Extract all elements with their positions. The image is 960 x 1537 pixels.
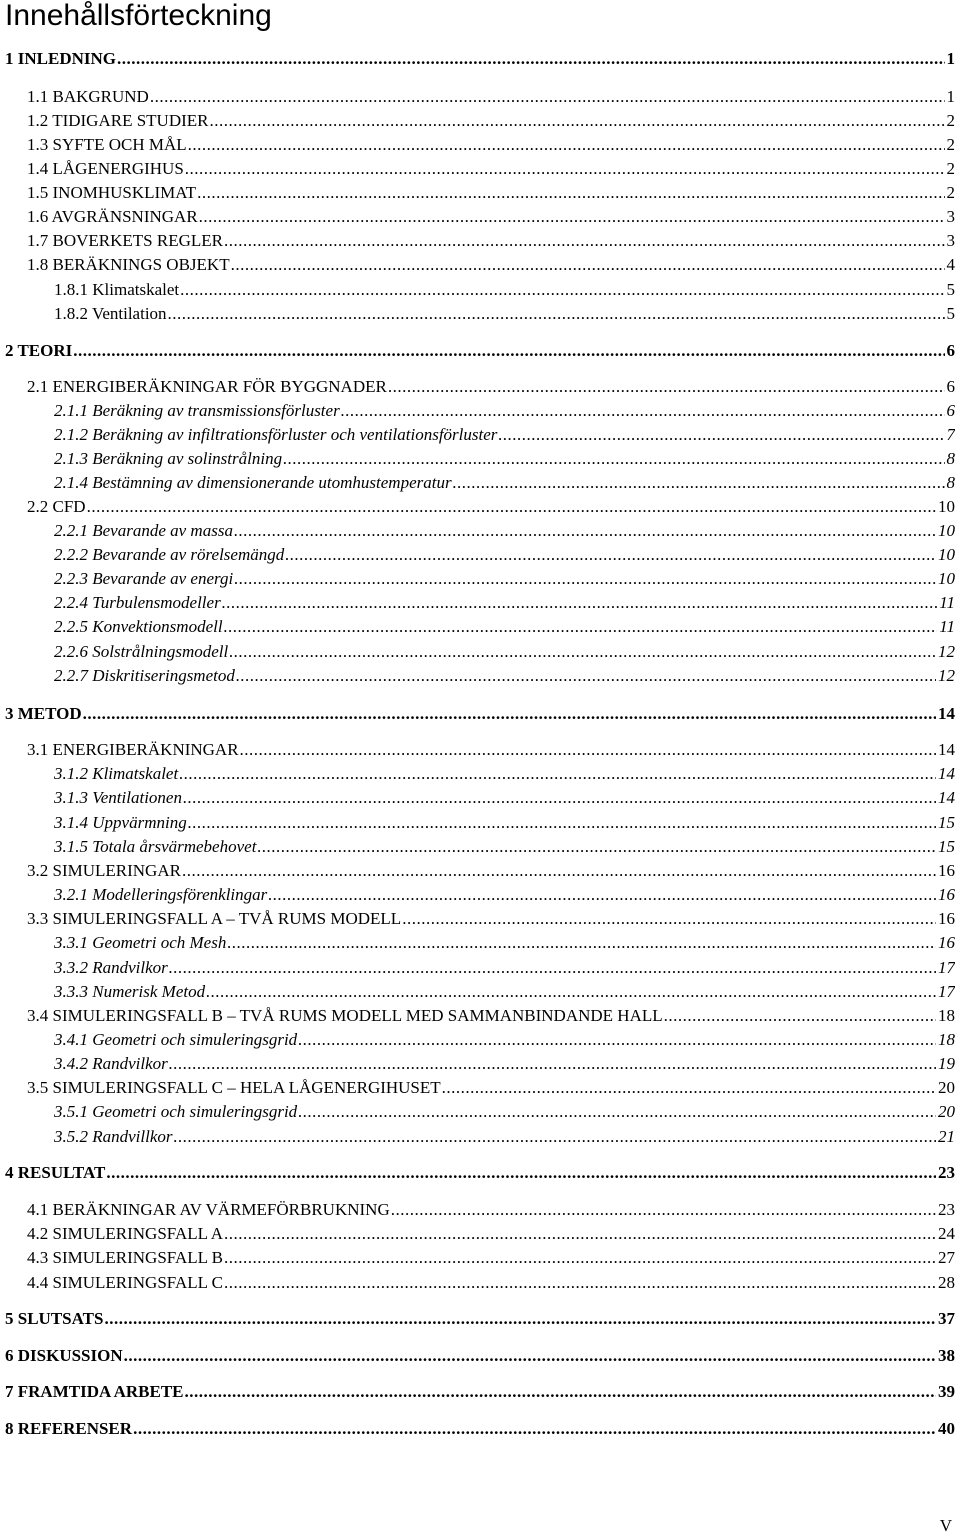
toc-entry[interactable]: [54, 279, 955, 301]
toc-leader-dots: [224, 1223, 936, 1245]
toc-leader-dots: [150, 86, 945, 108]
toc-entry[interactable]: [27, 1247, 955, 1269]
toc-entry-page: 10: [938, 497, 955, 516]
toc-entry[interactable]: [27, 739, 955, 761]
toc-entry-page: 21: [938, 1127, 955, 1146]
toc-leader-dots: [227, 932, 936, 954]
toc-entry[interactable]: [54, 932, 955, 954]
toc-entry[interactable]: [27, 1223, 955, 1245]
toc-entry-page: 5: [946, 280, 955, 299]
toc-leader-dots: [209, 110, 944, 132]
toc-leader-dots: [341, 400, 945, 422]
toc-entry-page: 37: [938, 1309, 955, 1328]
toc-entry-label: 3 METOD: [5, 704, 82, 723]
toc-entry-page: 6: [946, 377, 955, 396]
toc-entry-page: 27: [938, 1248, 955, 1267]
toc-entry[interactable]: [27, 182, 955, 204]
toc-entry-label: 4.4 SIMULERINGSFALL C: [27, 1273, 223, 1292]
toc-entry[interactable]: [5, 1418, 955, 1440]
toc-entry-label: 3.3.1 Geometri och Mesh: [54, 933, 227, 952]
toc-entry-label: 1.8.1 Klimatskalet: [54, 280, 180, 299]
toc-entry-label: 1.4 LÅGENERGIHUS: [27, 159, 184, 178]
toc-entry-page: 23: [938, 1163, 955, 1182]
toc-entry-label: 3.4 SIMULERINGSFALL B – TVÅ RUMS MODELL MED SAMMANBINDANDE HALL: [27, 1006, 663, 1025]
toc-leader-dots: [87, 496, 936, 518]
toc-entry[interactable]: [54, 1029, 955, 1051]
toc-leader-dots: [257, 836, 936, 858]
toc-entry-label: 1.7 BOVERKETS REGLER: [27, 231, 223, 250]
toc-entry-page: 14: [938, 764, 955, 783]
toc-entry[interactable]: [27, 1199, 955, 1221]
toc-entry-page: 20: [938, 1078, 955, 1097]
toc-leader-dots: [83, 703, 936, 725]
toc-entry-label: 2.2.6 Solstrålningsmodell: [54, 642, 229, 661]
toc-leader-dots: [283, 448, 944, 470]
toc-entry-label: 3.3.3 Numerisk Metod: [54, 982, 206, 1001]
page-title: Innehållsförteckning: [5, 0, 272, 32]
toc-entry[interactable]: [27, 110, 955, 132]
toc-entry-label: 3.1 ENERGIBERÄKNINGAR: [27, 740, 239, 759]
toc-leader-dots: [498, 424, 944, 446]
toc-entry[interactable]: [54, 957, 955, 979]
toc-entry[interactable]: [27, 376, 955, 398]
toc-entry[interactable]: [5, 1345, 955, 1367]
toc-entry[interactable]: [54, 472, 955, 494]
toc-entry-page: 15: [938, 837, 955, 856]
toc-entry[interactable]: [5, 1162, 955, 1184]
toc-leader-dots: [169, 1053, 936, 1075]
toc-entry-page: 2: [946, 183, 955, 202]
toc-entry-page: 8: [946, 473, 955, 492]
toc-entry-page: 24: [938, 1224, 955, 1243]
toc-leader-dots: [179, 763, 936, 785]
toc-entry[interactable]: [54, 787, 955, 809]
toc-entry-page: 15: [938, 813, 955, 832]
toc-leader-dots: [298, 1029, 936, 1051]
toc-entry-page: 4: [946, 255, 955, 274]
toc-entry-page: 18: [938, 1006, 955, 1025]
toc-entry[interactable]: [54, 544, 955, 566]
toc-entry-label: 2.2.3 Bevarande av energi: [54, 569, 234, 588]
toc-entry-page: 5: [946, 304, 955, 323]
toc-entry-page: 2: [946, 135, 955, 154]
toc-entry-label: 6 DISKUSSION: [5, 1346, 123, 1365]
toc-entry[interactable]: [54, 520, 955, 542]
toc-entry-label: 3.1.4 Uppvärmning: [54, 813, 187, 832]
toc-entry[interactable]: [54, 568, 955, 590]
toc-entry[interactable]: [5, 703, 955, 725]
toc-entry[interactable]: [27, 1272, 955, 1294]
toc-entry[interactable]: [27, 1005, 955, 1027]
toc-entry[interactable]: [27, 1077, 955, 1099]
toc-entry-label: 1.3 SYFTE OCH MÅL: [27, 135, 187, 154]
toc-entry-page: 2: [946, 111, 955, 130]
toc-entry[interactable]: [54, 400, 955, 422]
toc-entry-page: 38: [938, 1346, 955, 1365]
toc-entry-page: 11: [939, 617, 955, 636]
toc-entry[interactable]: [54, 448, 955, 470]
toc-entry-page: 8: [946, 449, 955, 468]
toc-entry[interactable]: [54, 981, 955, 1003]
toc-entry-page: 40: [938, 1419, 955, 1438]
toc-entry[interactable]: [5, 1308, 955, 1330]
toc-entry-page: 17: [938, 958, 955, 977]
toc-entry-page: 14: [938, 704, 955, 723]
toc-entry-page: 18: [938, 1030, 955, 1049]
toc-entry[interactable]: [54, 665, 955, 687]
toc-entry-page: 23: [938, 1200, 955, 1219]
toc-entry-label: 2.1.3 Beräkning av solinstrålning: [54, 449, 283, 468]
toc-leader-dots: [188, 134, 945, 156]
toc-leader-dots: [402, 908, 936, 930]
toc-entry-page: 16: [938, 885, 955, 904]
toc-leader-dots: [104, 1308, 936, 1330]
toc-entry-page: 19: [938, 1054, 955, 1073]
toc-entry-label: 3.3 SIMULERINGSFALL A – TVÅ RUMS MODELL: [27, 909, 402, 928]
toc-entry-page: 7: [946, 425, 955, 444]
toc-entry[interactable]: [27, 230, 955, 252]
toc-leader-dots: [199, 206, 945, 228]
toc-entry-page: 10: [938, 521, 955, 540]
toc-entry-page: 39: [938, 1382, 955, 1401]
toc-leader-dots: [206, 981, 936, 1003]
toc-entry-label: 3.3.2 Randvilkor: [54, 958, 168, 977]
toc-entry-label: 3.5.1 Geometri och simuleringsgrid: [54, 1102, 298, 1121]
toc-entry-page: 16: [938, 909, 955, 928]
toc-entry-page: 2: [946, 159, 955, 178]
toc-leader-dots: [268, 884, 936, 906]
toc-entry-page: 6: [946, 341, 955, 360]
toc-entry-page: 11: [939, 593, 955, 612]
toc-entry-page: 16: [938, 861, 955, 880]
toc-leader-dots: [298, 1101, 936, 1123]
toc-entry-page: 10: [938, 569, 955, 588]
toc-entry-page: 17: [938, 982, 955, 1001]
toc-entry-label: 1.1 BAKGRUND: [27, 87, 149, 106]
toc-entry-page: 14: [938, 788, 955, 807]
toc-entry-label: 3.4.1 Geometri och simuleringsgrid: [54, 1030, 298, 1049]
toc-entry[interactable]: [54, 812, 955, 834]
toc-entry[interactable]: [27, 134, 955, 156]
toc-entry[interactable]: [54, 424, 955, 446]
toc-entry-page: 1: [946, 87, 955, 106]
toc-leader-dots: [183, 787, 936, 809]
toc-entry-label: 2.1.4 Bestämning av dimensionerande utomhustemperatur: [54, 473, 452, 492]
toc-leader-dots: [231, 254, 945, 276]
toc-entry-label: 2.2.4 Turbulensmodeller: [54, 593, 221, 612]
toc-leader-dots: [117, 48, 945, 70]
toc-leader-dots: [234, 520, 936, 542]
toc-entry-label: 3.1.5 Totala årsvärmebehovet: [54, 837, 257, 856]
toc-entry-label: 4.3 SIMULERINGSFALL B: [27, 1248, 223, 1267]
toc-entry[interactable]: [54, 641, 955, 663]
toc-leader-dots: [224, 1247, 936, 1269]
toc-entry[interactable]: [27, 496, 955, 518]
toc-entry[interactable]: [27, 158, 955, 180]
toc-leader-dots: [453, 472, 945, 494]
toc-leader-dots: [442, 1077, 936, 1099]
toc-entry[interactable]: [54, 884, 955, 906]
toc-entry-page: 12: [938, 666, 955, 685]
toc-leader-dots: [188, 812, 936, 834]
toc-leader-dots: [664, 1005, 936, 1027]
toc-leader-dots: [182, 860, 936, 882]
toc-entry-label: 2.2.2 Bevarande av rörelsemängd: [54, 545, 285, 564]
toc-entry[interactable]: [54, 1053, 955, 1075]
toc-leader-dots: [236, 665, 936, 687]
toc-leader-dots: [234, 568, 936, 590]
toc-entry[interactable]: [54, 763, 955, 785]
toc-leader-dots: [73, 340, 944, 362]
toc-entry-page: 3: [946, 231, 955, 250]
toc-entry-page: 28: [938, 1273, 955, 1292]
toc-entry-label: 2.1.2 Beräkning av infiltrationsförluster och ventilationsförluster: [54, 425, 498, 444]
toc-entry-label: 2.1 ENERGIBERÄKNINGAR FÖR BYGGNADER: [27, 377, 387, 396]
toc-entry-label: 3.1.2 Klimatskalet: [54, 764, 179, 783]
toc-entry[interactable]: [27, 860, 955, 882]
toc-entry-label: 7 FRAMTIDA ARBETE: [5, 1382, 184, 1401]
toc-entry[interactable]: [54, 616, 955, 638]
toc-leader-dots: [222, 592, 938, 614]
toc-entry-label: 2.2.5 Konvektionsmodell: [54, 617, 223, 636]
toc-entry-page: 16: [938, 933, 955, 952]
toc-entry-label: 2.2 CFD: [27, 497, 86, 516]
toc-entry-label: 3.5.2 Randvillkor: [54, 1127, 173, 1146]
toc-entry[interactable]: [27, 86, 955, 108]
toc-leader-dots: [224, 1272, 936, 1294]
toc-entry-page: 6: [946, 401, 955, 420]
toc-leader-dots: [229, 641, 936, 663]
toc-entry-label: 3.2.1 Modelleringsförenklingar: [54, 885, 268, 904]
toc-leader-dots: [388, 376, 945, 398]
toc-entry-page: 1: [946, 49, 955, 68]
toc-entry-label: 1.6 AVGRÄNSNINGAR: [27, 207, 198, 226]
toc-entry-label: 1.8.2 Ventilation: [54, 304, 167, 323]
toc-leader-dots: [240, 739, 936, 761]
toc-leader-dots: [285, 544, 936, 566]
toc-entry-label: 4.2 SIMULERINGSFALL A: [27, 1224, 223, 1243]
toc-entry[interactable]: [54, 836, 955, 858]
toc-entry-label: 1.5 INOMHUSKLIMAT: [27, 183, 197, 202]
toc-leader-dots: [224, 616, 938, 638]
toc-entry-page: 14: [938, 740, 955, 759]
toc-entry[interactable]: [54, 592, 955, 614]
toc-entry-page: 12: [938, 642, 955, 661]
toc-entry-label: 4 RESULTAT: [5, 1163, 106, 1182]
toc-entry[interactable]: [5, 1381, 955, 1403]
toc-leader-dots: [169, 957, 936, 979]
toc-entry-label: 2.2.1 Bevarande av massa: [54, 521, 233, 540]
toc-entry[interactable]: [54, 1101, 955, 1123]
toc-entry[interactable]: [5, 340, 955, 362]
toc-entry-label: 2.1.1 Beräkning av transmissionsförluster: [54, 401, 340, 420]
toc-entry[interactable]: [54, 1126, 955, 1148]
toc-entry-label: 3.4.2 Randvilkor: [54, 1054, 168, 1073]
toc-leader-dots: [106, 1162, 936, 1184]
toc-leader-dots: [124, 1345, 936, 1367]
toc-entry-label: 2 TEORI: [5, 341, 73, 360]
toc-entry[interactable]: [27, 908, 955, 930]
toc-entry-label: 3.1.3 Ventilationen: [54, 788, 182, 807]
toc-entry-label: 4.1 BERÄKNINGAR AV VÄRMEFÖRBRUKNING: [27, 1200, 390, 1219]
toc-leader-dots: [168, 303, 945, 325]
toc-entry[interactable]: [27, 206, 955, 228]
toc-entry-label: 3.2 SIMULERINGAR: [27, 861, 181, 880]
toc-entry-page: 20: [938, 1102, 955, 1121]
toc-entry-page: 3: [946, 207, 955, 226]
page-number: V: [939, 1516, 952, 1535]
toc-entry-label: 8 REFERENSER: [5, 1419, 133, 1438]
toc-entry[interactable]: [27, 254, 955, 276]
toc-leader-dots: [185, 1381, 936, 1403]
toc-entry-page: 10: [938, 545, 955, 564]
toc-leader-dots: [174, 1126, 936, 1148]
toc-entry-label: 5 SLUTSATS: [5, 1309, 104, 1328]
toc-entry[interactable]: [5, 48, 955, 70]
toc-entry-label: 1.8 BERÄKNINGS OBJEKT: [27, 255, 230, 274]
toc-leader-dots: [197, 182, 944, 204]
toc-entry-label: 1.2 TIDIGARE STUDIER: [27, 111, 209, 130]
toc-leader-dots: [133, 1418, 936, 1440]
toc-entry-label: 2.2.7 Diskritiseringsmetod: [54, 666, 235, 685]
toc-entry-label: 3.5 SIMULERINGSFALL C – HELA LÅGENERGIHUSET: [27, 1078, 441, 1097]
toc-leader-dots: [180, 279, 944, 301]
toc-leader-dots: [224, 230, 945, 252]
toc-leader-dots: [391, 1199, 936, 1221]
toc-leader-dots: [185, 158, 945, 180]
toc-entry-label: 1 INLEDNING: [5, 49, 116, 68]
toc-entry[interactable]: [54, 303, 955, 325]
